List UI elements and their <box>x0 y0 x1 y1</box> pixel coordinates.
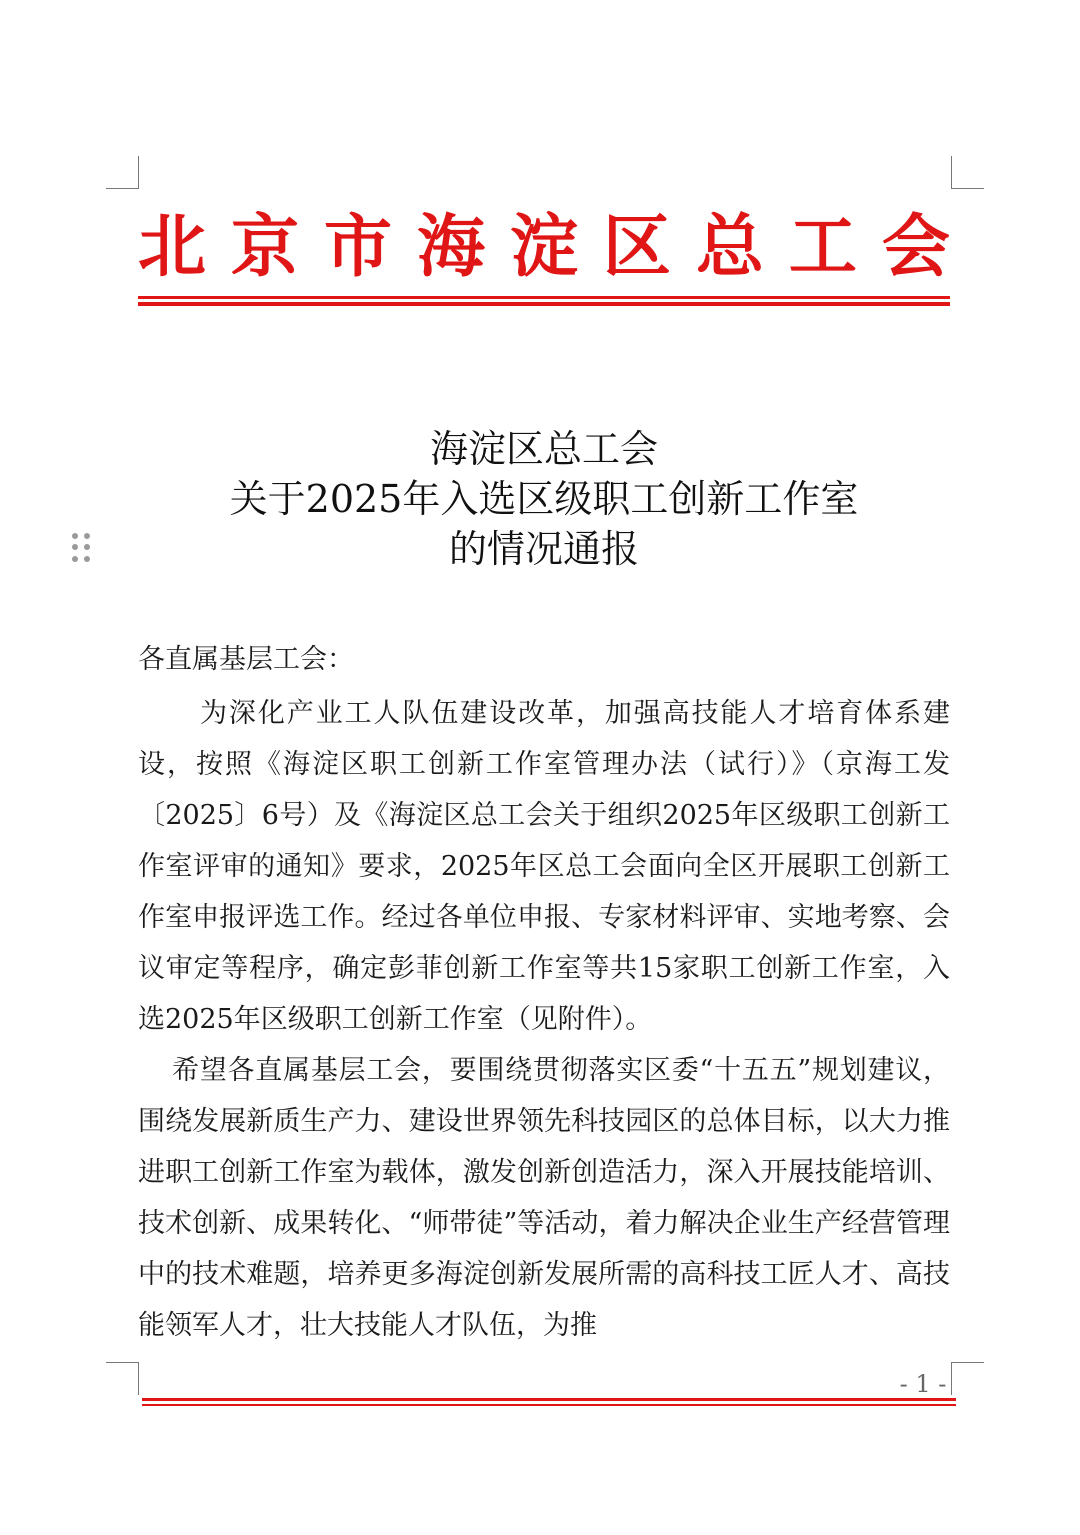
crop-mark-top-right <box>951 156 984 189</box>
masthead-char: 工 <box>788 208 857 287</box>
body-paragraph-2: 希望各直属基层工会，要围绕贯彻落实区委“十五五”规划建议，围绕发展新质生产力、建设世界领先科技园区的总体目标，以大力推进职工创新工作室为载体，激发创新创造活力，深入开展技能培训、技术创新、成果转化、“师带徒”等活动，着力解决企业生产经营管理中的技术难题，培养更多海淀创新发展所需的高科技工匠人才、高技能领军人才，壮大技能人才队伍，为推 <box>138 1055 950 1341</box>
masthead-char: 会 <box>881 208 950 287</box>
footer-rule-thick <box>142 1398 956 1401</box>
masthead-rule-thick <box>138 302 950 306</box>
masthead-rule-thin <box>138 296 950 299</box>
masthead <box>138 205 950 290</box>
footer-rule-thin <box>142 1404 956 1406</box>
salutation: 各直属基层工会： <box>138 644 354 675</box>
crop-mark-bottom-left <box>106 1362 139 1395</box>
masthead-char: 北 <box>138 208 207 287</box>
crop-mark-top-left <box>106 156 139 189</box>
masthead-char: 京 <box>230 208 299 287</box>
masthead-char: 市 <box>323 208 392 287</box>
masthead-char: 淀 <box>509 208 578 287</box>
doc-title-line-3: 的情况通报 <box>448 527 639 571</box>
drag-handle-icon[interactable] <box>72 533 92 563</box>
body-paragraph-1: 为深化产业工人队伍建设改革，加强高技能人才培育体系建设，按照《海淀区职工创新工作室管理办法（试行）》（京海工发〔2025〕6号）及《海淀区总工会关于组织2025年区级职工创新工作室评审的通知》要求，2025年区总工会面向全区开展职工创新工作室申报评选工作。经过各单位申报、专家材料评审、实地考察、会议审定等程序，确定彭菲创新工作室等共15家职工创新工作室，入选2025年区级职工创新工作室（见附件）。 <box>138 698 950 1035</box>
doc-title-line-1: 海淀区总工会 <box>429 427 658 471</box>
masthead-char: 海 <box>416 208 485 287</box>
doc-title-line-2: 关于2025年入选区级职工创新工作室 <box>229 477 859 521</box>
masthead-char: 总 <box>695 208 764 287</box>
masthead-char: 区 <box>602 208 671 287</box>
page-number: - 1 - <box>899 1370 947 1398</box>
